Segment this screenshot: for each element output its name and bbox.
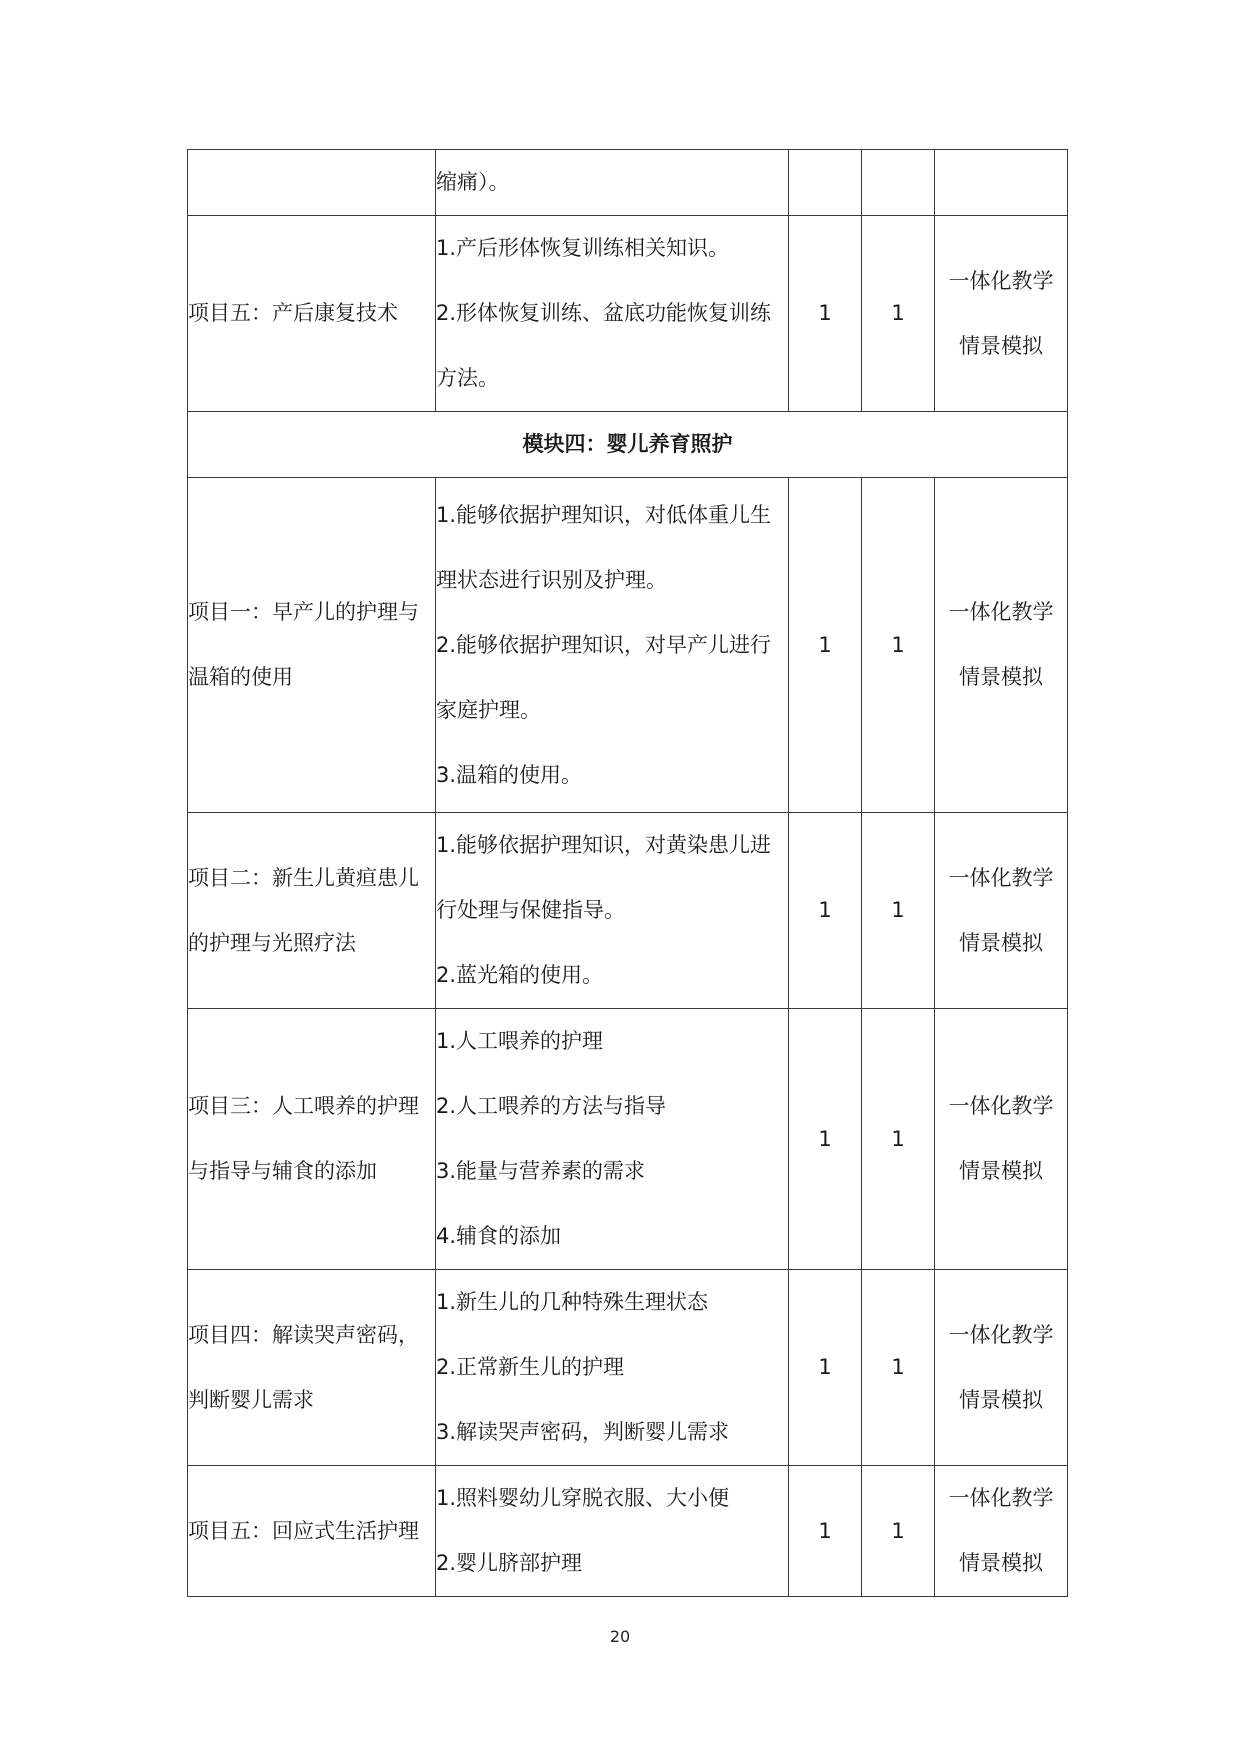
hours-cell-b: 1 bbox=[862, 478, 935, 813]
method-cell bbox=[935, 478, 1068, 813]
hours-cell-b bbox=[862, 150, 935, 216]
content-cell bbox=[436, 1270, 789, 1466]
content-line: 1.照料婴幼儿穿脱衣服、大小便 bbox=[436, 1486, 730, 1510]
content-line: 3.解读哭声密码，判断婴儿需求 bbox=[436, 1420, 730, 1444]
project-name-cell: 项目二：新生儿黄疸患儿的护理与光照疗法 bbox=[188, 813, 436, 1009]
content-cell bbox=[436, 478, 789, 813]
method-line: 一体化教学 bbox=[948, 1486, 1054, 1510]
content-line: 方法。 bbox=[436, 366, 499, 390]
table-row bbox=[188, 150, 1068, 216]
content-line: 2.形体恢复训练、盆底功能恢复训练 bbox=[436, 301, 772, 325]
hours-cell-a: 1 bbox=[789, 1009, 862, 1270]
content-line: 2.能够依据护理知识，对早产儿进行 bbox=[436, 632, 772, 657]
table-row bbox=[188, 813, 1068, 1009]
content-line: 行处理与保健指导。 bbox=[436, 898, 625, 922]
module-title: 模块四：婴儿养育照护 bbox=[188, 412, 1068, 478]
hours-cell-b: 1 bbox=[862, 1270, 935, 1466]
method-cell bbox=[935, 1009, 1068, 1270]
project-name-cell: 项目四：解读哭声密码，判断婴儿需求 bbox=[188, 1270, 436, 1466]
project-name-cell: 项目一：早产儿的护理与温箱的使用 bbox=[188, 478, 436, 813]
table-row bbox=[188, 1466, 1068, 1597]
table-row bbox=[188, 478, 1068, 813]
content-line: 3.能量与营养素的需求 bbox=[436, 1159, 646, 1183]
content-cell bbox=[436, 1466, 789, 1597]
content-line: 2.人工喂养的方法与指导 bbox=[436, 1094, 667, 1118]
table-row bbox=[188, 1009, 1068, 1270]
method-line: 情景模拟 bbox=[959, 1387, 1043, 1412]
project-name-cell: 项目三：人工喂养的护理与指导与辅食的添加 bbox=[188, 1009, 436, 1270]
method-line: 一体化教学 bbox=[948, 600, 1054, 624]
method-line: 情景模拟 bbox=[959, 1159, 1043, 1183]
hours-cell-a: 1 bbox=[789, 1466, 862, 1597]
content-line: 1.能够依据护理知识，对黄染患儿进 bbox=[436, 833, 772, 857]
hours-cell-a bbox=[789, 150, 862, 216]
page-number: 20 bbox=[609, 1627, 631, 1646]
content-line: 理状态进行识别及护理。 bbox=[436, 567, 667, 592]
hours-cell-b: 1 bbox=[862, 216, 935, 412]
content-line: 3.温箱的使用。 bbox=[436, 762, 583, 787]
content-cell bbox=[436, 216, 789, 412]
content-line: 缩痛）。 bbox=[436, 170, 510, 194]
method-line: 情景模拟 bbox=[959, 665, 1043, 689]
table-row bbox=[188, 216, 1068, 412]
hours-cell-a: 1 bbox=[789, 478, 862, 813]
project-name-cell bbox=[188, 150, 436, 216]
method-line: 一体化教学 bbox=[948, 268, 1054, 293]
method-line: 一体化教学 bbox=[948, 1094, 1054, 1118]
hours-cell-a: 1 bbox=[789, 813, 862, 1009]
method-line: 一体化教学 bbox=[948, 1322, 1054, 1347]
method-cell bbox=[935, 216, 1068, 412]
method-line: 情景模拟 bbox=[959, 1551, 1043, 1575]
module-header-row bbox=[188, 412, 1068, 478]
content-line: 4.辅食的添加 bbox=[436, 1224, 562, 1248]
content-cell bbox=[436, 1009, 789, 1270]
method-cell bbox=[935, 1466, 1068, 1597]
method-line: 一体化教学 bbox=[948, 865, 1054, 890]
content-line: 1.新生儿的几种特殊生理状态 bbox=[436, 1290, 709, 1314]
method-cell bbox=[935, 150, 1068, 216]
content-line: 2.婴儿脐部护理 bbox=[436, 1551, 583, 1575]
hours-cell-b: 1 bbox=[862, 813, 935, 1009]
project-name-cell: 项目五：回应式生活护理 bbox=[188, 1466, 436, 1597]
content-line: 家庭护理。 bbox=[436, 697, 541, 722]
content-line: 1.能够依据护理知识，对低体重儿生 bbox=[436, 502, 772, 527]
table-row bbox=[188, 1270, 1068, 1466]
content-line: 2.正常新生儿的护理 bbox=[436, 1355, 625, 1379]
method-line: 情景模拟 bbox=[959, 930, 1043, 955]
content-line: 1.产后形体恢复训练相关知识。 bbox=[436, 236, 730, 260]
hours-cell-b: 1 bbox=[862, 1466, 935, 1597]
content-cell bbox=[436, 150, 789, 216]
project-name-cell: 项目五：产后康复技术 bbox=[188, 216, 436, 412]
hours-cell-a: 1 bbox=[789, 1270, 862, 1466]
hours-cell-b: 1 bbox=[862, 1009, 935, 1270]
method-cell bbox=[935, 813, 1068, 1009]
course-table bbox=[187, 149, 1068, 1597]
content-line: 1.人工喂养的护理 bbox=[436, 1029, 604, 1053]
method-line: 情景模拟 bbox=[959, 333, 1043, 358]
content-cell bbox=[436, 813, 789, 1009]
hours-cell-a: 1 bbox=[789, 216, 862, 412]
content-line: 2.蓝光箱的使用。 bbox=[436, 963, 604, 987]
method-cell bbox=[935, 1270, 1068, 1466]
